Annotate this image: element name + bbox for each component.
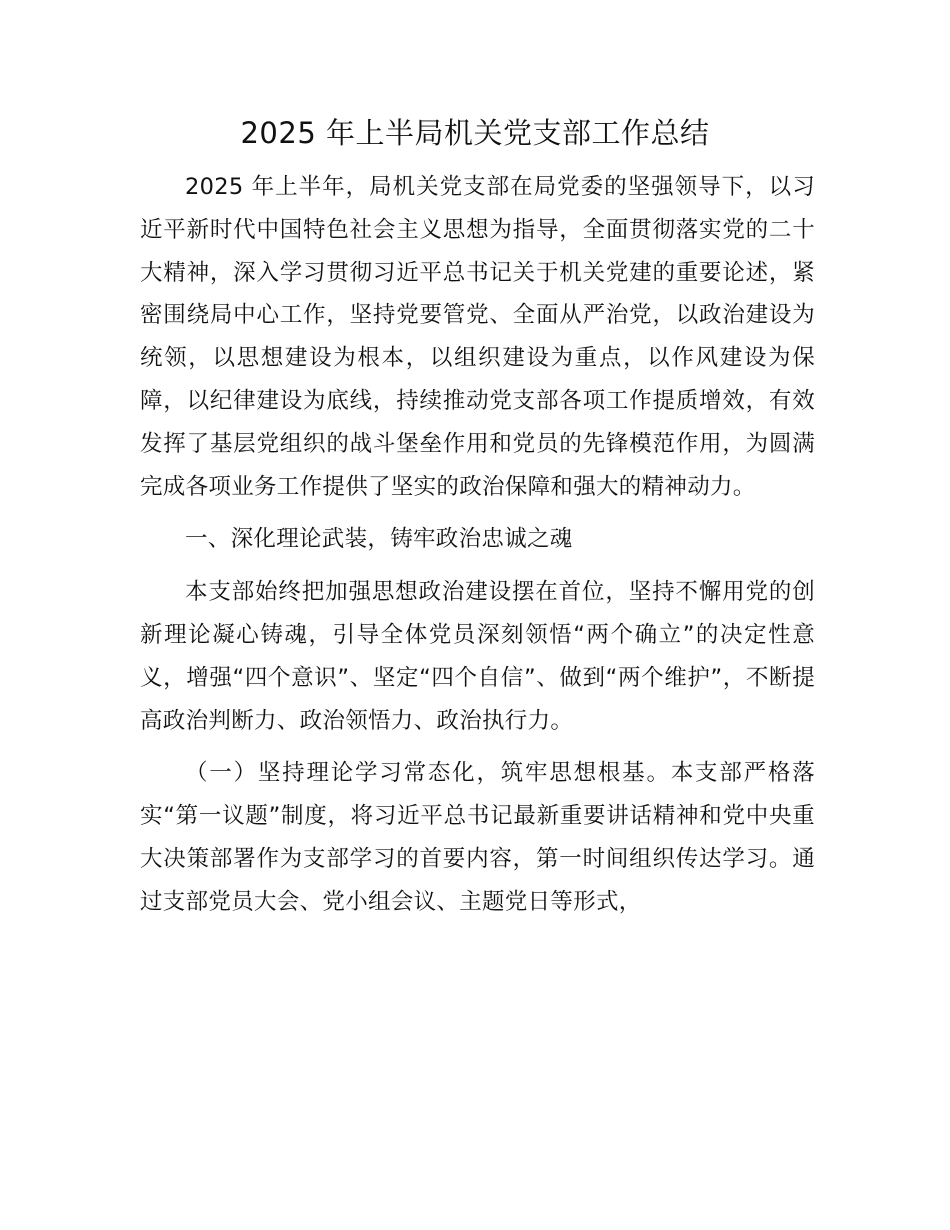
intro-paragraph: 2025 年上半年，局机关党支部在局党委的坚强领导下，以习近平新时代中国特色社会主义思想为指导，全面贯彻落实党的二十大精神，深入学习贯彻习近平总书记关于机关党建的重要论述，紧密围绕局中心工作，坚持党要管党、全面从严治党，以政治建设为统领，以思想建设为根本，以组织建设为重点，以作风建设为保障，以纪律建设为底线，持续推动党支部各项工作提质增效，有效发挥了基层党组织的战斗堡垒作用和党员的先锋模范作用，为圆满完成各项业务工作提供了坚实的政治保障和强大的精神动力。 (140, 174, 815, 500)
subsection-1-paragraph: （一）坚持理论学习常态化，筑牢思想根基。本支部严格落实“第一议题”制度，将习近平总书记最新重要讲话精神和党中央重大决策部署作为支部学习的首要内容，第一时间组织传达学习。通过支部党员大会、党小组会议、主题党日等形式， (140, 760, 815, 915)
section-1-paragraph: 本支部始终把加强思想政治建设摆在首位，坚持不懈用党的创新理论凝心铸魂，引导全体党员深刻领悟“两个确立”的决定性意义，增强“四个意识”、坚定“四个自信”、做到“两个维护”，不断提高政治判断力、政治领悟力、政治执行力。 (140, 579, 815, 734)
document-body (140, 166, 815, 924)
section-heading-1: 一、深化理论武装，铸牢政治忠诚之魂 (185, 526, 573, 553)
document-title: 2025 年上半局机关党支部工作总结 (240, 116, 710, 150)
